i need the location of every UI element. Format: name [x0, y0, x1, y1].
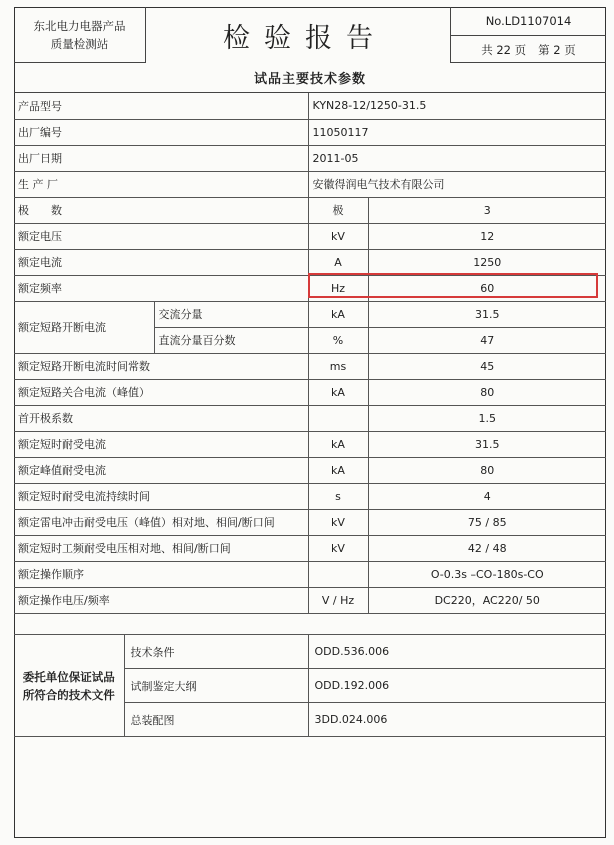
param-label: 额定频率 [14, 275, 308, 301]
param-unit: Hz [308, 275, 368, 301]
param-value: 80 [368, 457, 606, 483]
param-label: 额定短路关合电流（峰值） [14, 379, 308, 405]
param-value: 42 / 48 [368, 535, 606, 561]
param-value: 31.5 [368, 431, 606, 457]
table-row [14, 301, 606, 327]
param-value: O-0.3s –CO-180s-CO [368, 561, 606, 587]
table-row [14, 197, 606, 223]
table-row [14, 535, 606, 561]
report-title: 检验报告 [223, 22, 387, 54]
parameters-table [14, 93, 606, 614]
table-row [14, 561, 606, 587]
param-label: 额定操作顺序 [14, 561, 308, 587]
param-unit: A [308, 249, 368, 275]
param-value: 45 [368, 353, 606, 379]
param-label: 生 产 厂 [14, 171, 308, 197]
param-unit: kA [308, 431, 368, 457]
param-value: 4 [368, 483, 606, 509]
table-row [14, 509, 606, 535]
param-unit: V / Hz [308, 587, 368, 613]
doc-label: 技术条件 [124, 635, 308, 669]
param-value: DC220，AC220/ 50 [368, 587, 606, 613]
param-value: 1.5 [368, 405, 606, 431]
param-value: 1250 [368, 249, 606, 275]
param-value: 11050117 [308, 119, 606, 145]
param-value: 60 [368, 275, 606, 301]
section-title: 试品主要技术参数 [14, 63, 606, 93]
param-unit: kA [308, 457, 368, 483]
issuer-line-1: 东北电力电器产品 [33, 18, 126, 33]
report-number-box [450, 7, 606, 63]
param-unit: kA [308, 301, 368, 327]
table-row [14, 587, 606, 613]
param-value: 3 [368, 197, 606, 223]
param-label: 额定操作电压/频率 [14, 587, 308, 613]
param-label: 额定电流 [14, 249, 308, 275]
table-row [14, 249, 606, 275]
current-page: 第 2 页 [538, 43, 576, 57]
param-label: 极 数 [14, 197, 308, 223]
documents-label [14, 635, 124, 737]
param-value: 80 [368, 379, 606, 405]
issuer-box [14, 7, 146, 63]
param-value: 47 [368, 327, 606, 353]
table-row [14, 457, 606, 483]
param-unit [308, 561, 368, 587]
param-label: 额定短时耐受电流 [14, 431, 308, 457]
table-row [14, 353, 606, 379]
param-value: 75 / 85 [368, 509, 606, 535]
param-value: KYN28-12/1250-31.5 [308, 93, 606, 119]
table-row [14, 379, 606, 405]
param-unit [308, 405, 368, 431]
table-row [14, 145, 606, 171]
doc-value: ODD.536.006 [308, 635, 606, 669]
table-row [14, 119, 606, 145]
param-value: 12 [368, 223, 606, 249]
doc-label: 总装配图 [124, 703, 308, 737]
documents-label-line-1: 委托单位保证试品 [22, 669, 115, 684]
total-pages: 共 22 页 [481, 43, 527, 57]
param-unit: kV [308, 535, 368, 561]
param-unit: ms [308, 353, 368, 379]
param-label: 额定短时耐受电流持续时间 [14, 483, 308, 509]
param-label: 额定短路开断电流时间常数 [14, 353, 308, 379]
param-label: 额定电压 [14, 223, 308, 249]
doc-value: 3DD.024.006 [308, 703, 606, 737]
param-sublabel: 交流分量 [154, 301, 308, 327]
param-label: 产品型号 [14, 93, 308, 119]
param-unit: s [308, 483, 368, 509]
param-unit: kV [308, 223, 368, 249]
param-label: 出厂日期 [14, 145, 308, 171]
param-unit: kV [308, 509, 368, 535]
param-label: 额定短时工频耐受电压相对地、相间/断口间 [14, 535, 308, 561]
documents-label-line-2: 所符合的技术文件 [22, 687, 115, 702]
param-sublabel: 直流分量百分数 [154, 327, 308, 353]
table-row [14, 431, 606, 457]
page-indicator [451, 36, 606, 64]
param-label: 出厂编号 [14, 119, 308, 145]
issuer-line-2: 质量检测站 [50, 36, 109, 51]
table-row [14, 223, 606, 249]
param-unit: % [308, 327, 368, 353]
table-row [14, 635, 606, 669]
report-number: No.LD1107014 [451, 7, 606, 36]
param-label: 额定短路开断电流 [14, 301, 154, 353]
table-row [14, 275, 606, 301]
table-row [14, 171, 606, 197]
param-value: 31.5 [368, 301, 606, 327]
param-value: 安徽得润电气技术有限公司 [308, 171, 606, 197]
table-row [14, 93, 606, 119]
table-row [14, 483, 606, 509]
param-label: 首开极系数 [14, 405, 308, 431]
param-unit: kA [308, 379, 368, 405]
doc-value: ODD.192.006 [308, 669, 606, 703]
param-unit: 极 [308, 197, 368, 223]
param-value: 2011-05 [308, 145, 606, 171]
technical-documents-table [14, 634, 606, 737]
doc-label: 试制鉴定大纲 [124, 669, 308, 703]
table-row [14, 405, 606, 431]
param-label: 额定峰值耐受电流 [14, 457, 308, 483]
param-label: 额定雷电冲击耐受电压（峰值）相对地、相间/断口间 [14, 509, 308, 535]
